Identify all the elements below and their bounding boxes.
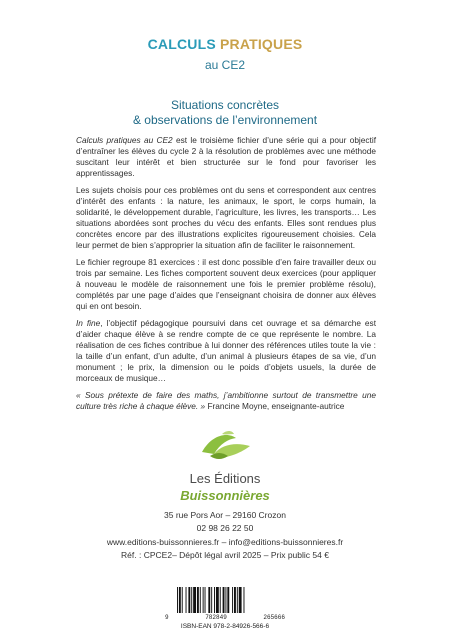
barcode xyxy=(175,587,275,613)
barcode-bar xyxy=(232,587,233,613)
barcode-group-2: 265666 xyxy=(263,614,285,621)
barcode-bar xyxy=(197,587,199,613)
quote-paragraph xyxy=(76,390,376,412)
paragraph-2: Les sujets choisis pour ces problèmes ont du sens et correspondent aux centres d’intérêt des enfants : la nature, les animaux, le sport, le corps humain, la solidarité, le développement durable, l’agriculture, les livres, les transports… Les situations abordées sont proches du vécu des enfants. Elles sont rendues plus concrètes encore par des illustrations explicites rigoureusement choisies. Cela leur permet de bien s’approprier la situation afin de faciliter le raisonnement. xyxy=(76,185,376,250)
publisher-name-line-1: Les Éditions xyxy=(189,471,261,486)
barcode-bar xyxy=(244,587,245,613)
quote-author: Francine Moyne, enseignante-autrice xyxy=(205,401,345,411)
barcode-bar xyxy=(186,587,187,613)
barcode-bar xyxy=(208,587,210,613)
publisher-reference: Réf. : CPCE2– Dépôt légal avril 2025 – Prix public 54 € xyxy=(121,550,329,560)
quote-text: « Sous prétexte de faire des maths, j’ambitionne surtout de transmettre une culture très riche à chaque élève. » xyxy=(76,390,376,411)
book-subtitle: au CE2 xyxy=(204,58,246,72)
barcode-bar xyxy=(200,587,201,613)
barcode-bar xyxy=(220,587,221,613)
barcode-bar xyxy=(179,587,181,613)
title-word-calculs: CALCULS xyxy=(147,36,216,52)
section-heading xyxy=(0,98,450,128)
isbn-text: ISBN-EAN 978-2-84926-566-6 xyxy=(180,623,270,630)
publisher-phone: 02 98 26 22 50 xyxy=(196,523,254,533)
publisher-name-line-2: Buissonnières xyxy=(180,488,270,503)
paragraph-4-text: , l’objectif pédagogique poursuivi dans cet ouvrage et sa démarche est d’aider chaque élève à se rendre compte de ce que représente le nombre. La réalisation de ces fiches contribue à lui donner des références utiles toute la vie : la taille d’un enfant, d’un adulte, d’un animal à plusieurs étapes de sa vie, d’un monument ; le prix, la dimension ou le poids d’objets usuels, la durée de morceaux de musique… xyxy=(76,318,376,383)
barcode-digits xyxy=(165,614,285,621)
barcode-bar xyxy=(216,587,219,613)
barcode-bar xyxy=(182,587,183,613)
barcode-bar xyxy=(205,587,206,613)
barcode-bar xyxy=(237,587,238,613)
paragraph-1-italic: Calculs pratiques au CE2 xyxy=(76,135,173,145)
description-text xyxy=(76,135,376,418)
paragraph-3: Le fichier regroupe 81 exercices : il est donc possible d’en faire travailler deux ou trois par semaine. Les fiches comportent souvent deux exercices (pour appliquer à nouveau le modèle de raisonnement une fois le premier problème résolu), complétés par une page d’aides que l’enseignant choisira de donner aux élèves qui en ont besoin. xyxy=(76,257,376,311)
paragraph-1 xyxy=(76,135,376,179)
barcode-bar xyxy=(177,587,178,613)
title-word-pratiques: PRATIQUES xyxy=(219,36,303,52)
barcode-bar xyxy=(203,587,204,613)
barcode-bar xyxy=(191,587,192,613)
barcode-bar xyxy=(225,587,226,613)
paragraph-1-text: est le troisième fichier d’une série qui a pour objectif d’entraîner les élèves du cycle 2 à la résolution de problèmes avec une méthode suscitant leur intérêt et bien structurée sur le fond pour favoriser les apprentissages. xyxy=(76,135,376,178)
barcode-bar xyxy=(234,587,236,613)
publisher-address: 35 rue Pors Aor – 29160 Crozon xyxy=(164,510,286,520)
barcode-first-digit: 9 xyxy=(165,614,169,621)
barcode-bar xyxy=(227,587,229,613)
barcode-bar xyxy=(188,587,190,613)
barcode-bar xyxy=(193,587,196,613)
barcode-group-1: 782849 xyxy=(205,614,227,621)
paragraph-4 xyxy=(76,318,376,384)
paragraph-4-italic: In fine xyxy=(76,318,101,328)
book-title xyxy=(0,36,450,52)
heading-line-2: & observations de l’environnement xyxy=(132,113,318,127)
barcode-bar xyxy=(223,587,225,613)
barcode-bar xyxy=(239,587,242,613)
dove-leaf-icon xyxy=(192,430,258,468)
publisher-web-email: www.editions-buissonnieres.fr – info@editions-buissonnieres.fr xyxy=(106,537,344,547)
barcode-bar xyxy=(211,587,212,613)
barcode-bar xyxy=(214,587,215,613)
heading-line-1: Situations concrètes xyxy=(170,98,280,112)
